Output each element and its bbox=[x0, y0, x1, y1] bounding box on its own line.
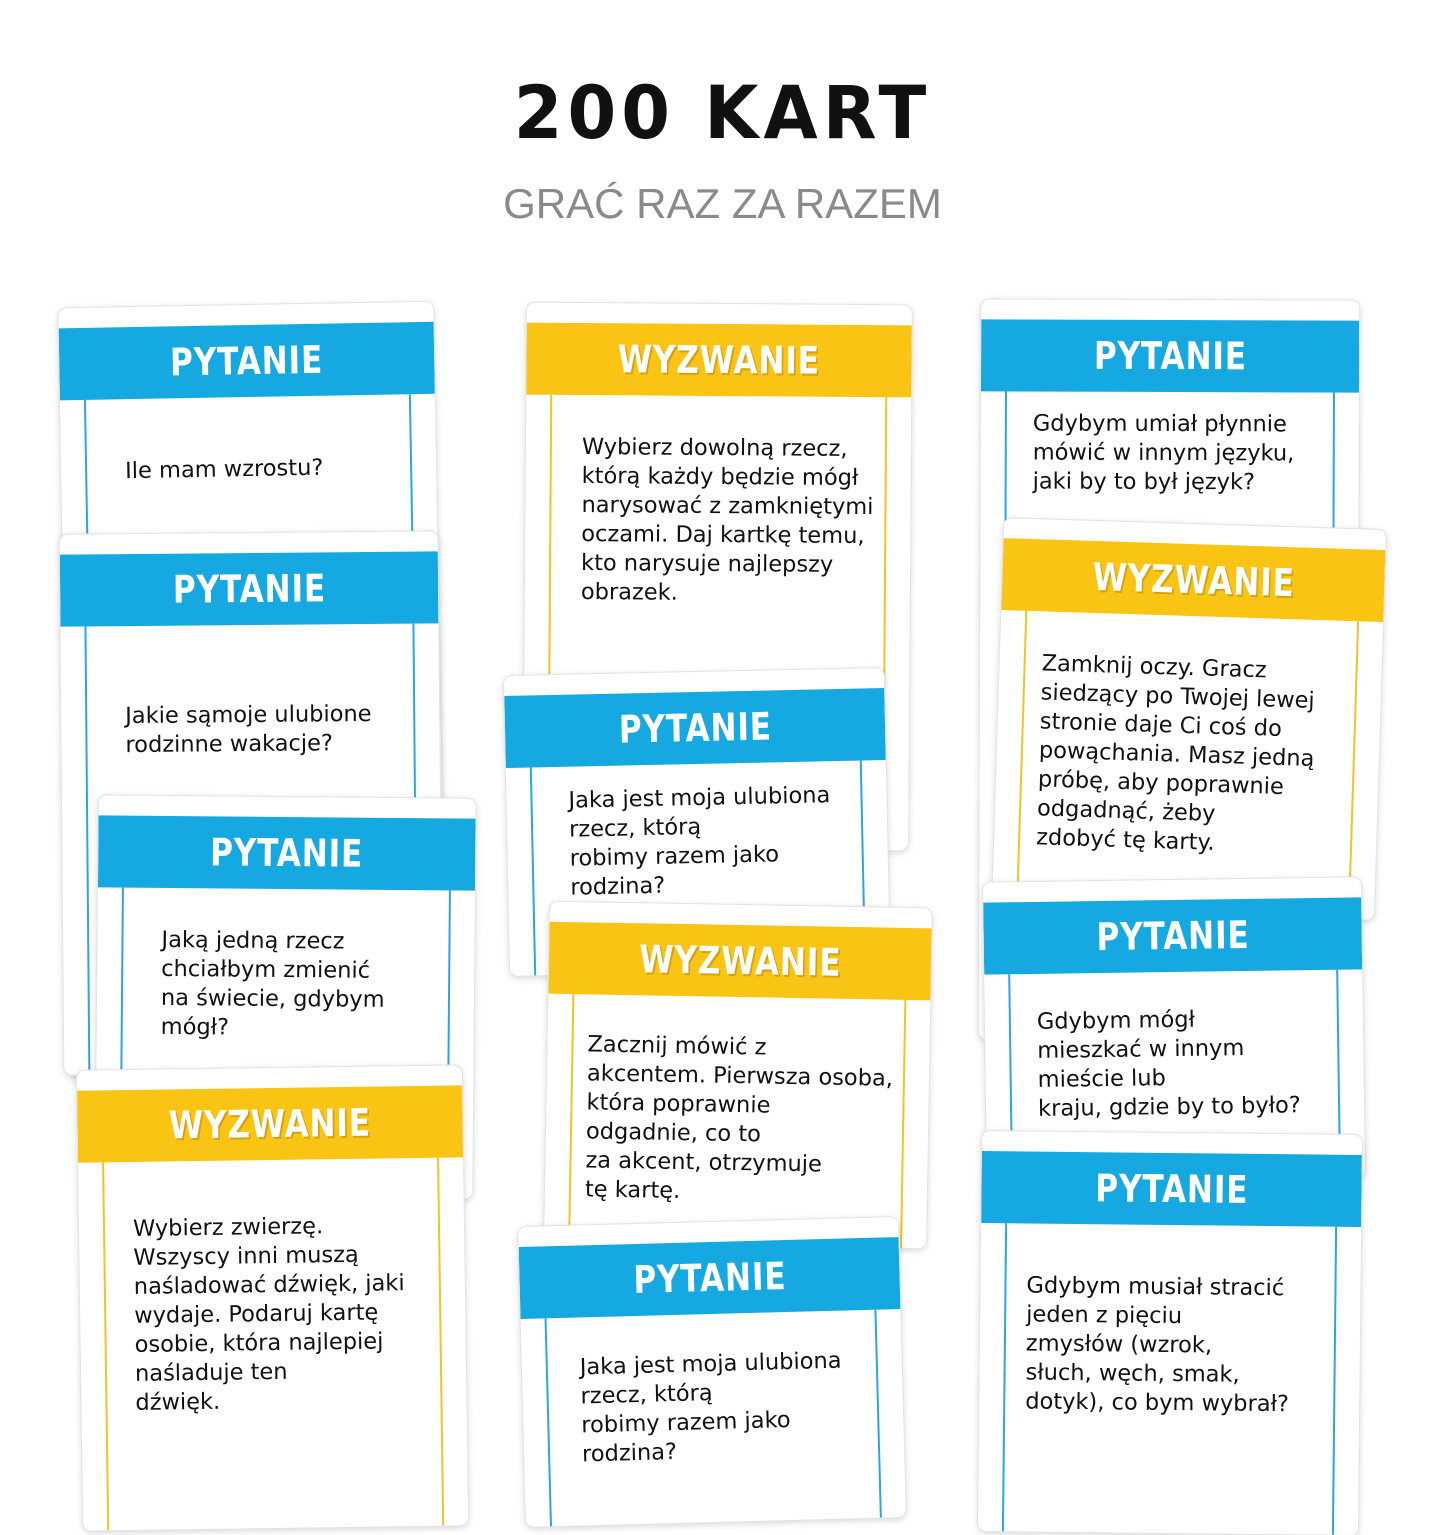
card-header-band bbox=[77, 1085, 463, 1162]
card-wyzwanie bbox=[992, 518, 1386, 920]
card-question-text: Gdybym mógł mieszkać w innym mieście lub kraju, gdzie by to było? bbox=[1036, 1006, 1301, 1122]
card-challenge-text: Wybierz dowolną rzecz, którą każdy będzie mógł narysować z zamkniętymi oczami. Daj kartkę temu, kto narysuje najlepszy obrazek. bbox=[580, 434, 874, 606]
card-type-label: WYZWANIE bbox=[638, 937, 842, 985]
card-type-label: PYTANIE bbox=[618, 704, 773, 752]
card-question-text: Jaka jest moja ulubiona rzecz, którą robimy razem jako rodzina? bbox=[579, 1347, 842, 1468]
card-type-label: WYZWANIE bbox=[617, 337, 821, 383]
card-wyzwanie bbox=[544, 902, 932, 1249]
card-type-label: PYTANIE bbox=[1095, 912, 1250, 960]
card-header-band bbox=[59, 322, 435, 401]
card-type-label: PYTANIE bbox=[172, 566, 326, 612]
card-header-band bbox=[981, 319, 1359, 392]
card-challenge-text: Wybierz zwierzę. Wszyscy inni muszą naśladować dźwięk, jaki wydaje. Podaruj kartę osobie, która najlepiej naśladuje ten dźwięk. bbox=[132, 1213, 405, 1416]
card-pytanie bbox=[518, 1217, 906, 1527]
card-challenge-text: Zacznij mówić z akcentem. Pierwsza osoba, która poprawnie odgadnie, co to za akcent, otrzymuje tę kartę. bbox=[584, 1031, 894, 1205]
card-header-band bbox=[519, 1237, 901, 1319]
card-challenge-text: Zamknij oczy. Gracz siedzący po Twojej lewej stronie daje Ci coś do powąchania. Masz jedną próbę, aby poprawnie odgadnąć, żeby zdobyć tę karty. bbox=[1035, 650, 1316, 856]
card-header-band bbox=[981, 1151, 1362, 1227]
card-question-text: Ile mam wzrostu? bbox=[124, 454, 324, 485]
page-title: 200 KART bbox=[513, 69, 932, 157]
card-header-band bbox=[98, 815, 476, 890]
card-type-label: PYTANIE bbox=[1093, 333, 1247, 379]
card-question-text: Jaką jedną rzecz chciałbym zmienić na świecie, gdybym mógł? bbox=[160, 926, 385, 1041]
card-question-text: Jakie sąmoje ulubione rodzinne wakacje? bbox=[125, 700, 372, 759]
card-type-label: PYTANIE bbox=[632, 1254, 787, 1303]
card-wyzwanie bbox=[77, 1065, 468, 1530]
card-header-band bbox=[504, 688, 885, 768]
card-question-text: Gdybym musiał stracić jeden z pięciu zmysłów (wzrok, słuch, węch, smak, dotyk), co bym wybrał? bbox=[1025, 1272, 1290, 1418]
card-header-band bbox=[1001, 538, 1385, 622]
card-question-text: Jaka jest moja ulubiona rzecz, którą robimy razem jako rodzina? bbox=[568, 782, 831, 901]
card-pytanie bbox=[978, 1131, 1362, 1535]
card-type-label: WYZWANIE bbox=[1091, 554, 1296, 606]
card-header-band bbox=[60, 551, 439, 626]
card-type-label: PYTANIE bbox=[1094, 1166, 1249, 1212]
card-question-text: Gdybym umiał płynnie mówić w innym języku, jaki by to był język? bbox=[1032, 410, 1295, 496]
card-header-band bbox=[548, 922, 931, 1001]
card-header-band bbox=[983, 897, 1362, 974]
card-type-label: PYTANIE bbox=[169, 337, 324, 385]
card-type-label: WYZWANIE bbox=[168, 1100, 372, 1148]
page-subtitle: GRAĆ RAZ ZA RAZEM bbox=[503, 180, 942, 227]
card-header-band bbox=[526, 323, 911, 398]
card-type-label: PYTANIE bbox=[210, 830, 364, 876]
